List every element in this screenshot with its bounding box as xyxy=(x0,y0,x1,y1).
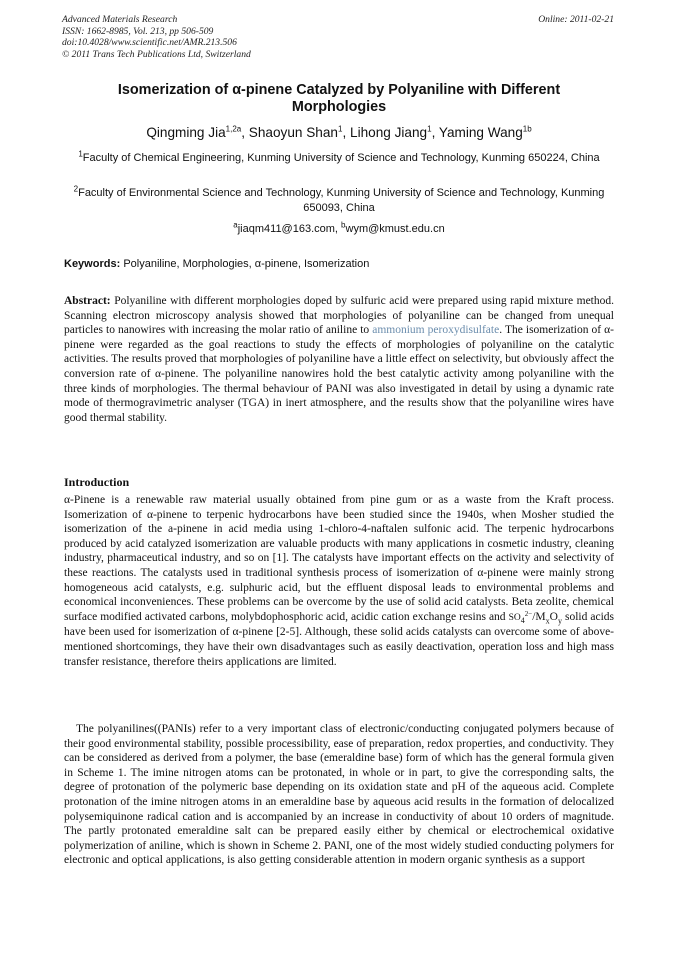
affiliation-text: Faculty of Environmental Science and Technology, Kunming University of Science and Technology, Kunming 650093, China xyxy=(78,187,605,214)
email-link[interactable]: jiaqm411@163.com xyxy=(237,223,335,235)
keywords-text: Polyaniline, Morphologies, α-pinene, Isomerization xyxy=(123,258,370,270)
abstract-highlight: ammonium peroxydisulfate xyxy=(372,324,500,337)
email-mark: b xyxy=(341,220,346,230)
journal-doi: doi:10.4028/www.scientific.net/AMR.213.506 xyxy=(62,37,237,49)
paragraph-text: α-Pinene is a renewable raw material usually obtained from pine gum or as a waste from the Kraft process. Isomerization of α-pinene to terpenic hydrocarbons have been studied since the 1940s, when Mosher studied the isomerization of the a-pinene in acid media using 1-chloro-4-naftalen sulfonic acid. The terpenic hydrocarbons produced by acid catalyzed isomerization are valuable products with many applications in cosmetic industry, cleaning industry, pharmaceutical industry, and so on [1]. The catalysts have important effects on the activity and selectivity of these reactions. The catalysts used in traditional synthesis process of isomerization of α-pinene were mainly strong homogeneous acid catalysts, e.g. sulphuric acid, but the effluent disposal leads to environmental problems and economical inconveniences. These problems can be overcome by the use of solid acid catalysts. Beta zeolite, chemical surface modified activated carbons, molybdophosphoric acid, acidic cation exchange resins and xyxy=(64,494,614,623)
abstract-text: Polyaniline with different morphologies doped by sulfuric acid were prepared using rapid mixture method. Scanning electron microscopy analysis showed that morphologies of polyaniline can be changed from unequal particles to nanowires with increasing the molar ratio of aniline to xyxy=(64,295,615,337)
introduction-paragraph xyxy=(64,493,614,669)
affiliation-mark: 2 xyxy=(73,184,79,194)
author-affiliation-mark: 1 xyxy=(427,124,432,134)
affiliation xyxy=(60,186,618,216)
author-name: Yaming Wang xyxy=(438,125,523,140)
author-emails: $^a$jiaqm411@163.com, $^b$wym@kmust.edu.cn xyxy=(233,220,445,235)
keywords xyxy=(64,257,616,272)
journal-name: Advanced Materials Research xyxy=(62,14,178,25)
journal-copyright: © 2011 Trans Tech Publications Ltd, Switzerland xyxy=(62,48,251,60)
email-link[interactable]: wym@kmust.edu.cn xyxy=(345,223,445,235)
author-list: Qingming Jia$^{1,2a}$, Shaoyun Shan$^1$, Lihong Jiang$^1$, Yaming Wang$^{1b}$ xyxy=(146,124,532,140)
affiliation-text: Faculty of Chemical Engineering, Kunming University of Science and Technology, Kunming 650224, China xyxy=(82,152,600,164)
online-date: Online: 2011-02-21 xyxy=(538,14,614,25)
author-affiliation-mark: 1 xyxy=(338,124,343,134)
paper-title: Isomerization of α-pinene Catalyzed by Polyaniline with Different Morphologies xyxy=(117,82,561,115)
abstract xyxy=(64,294,614,425)
affiliation xyxy=(60,151,618,166)
author-affiliation-mark: 1,2a xyxy=(225,124,242,134)
metal-oxide-formula: $/M_xO_y$ xyxy=(532,610,562,626)
journal-header xyxy=(62,14,614,60)
email-mark: a xyxy=(233,220,238,230)
affiliation-mark: 1 xyxy=(78,149,83,159)
sulfate-formula: $SO_4^{2-}$ xyxy=(508,609,533,625)
keywords-label: Keywords: xyxy=(64,258,121,270)
author-name: Shaoyun Shan xyxy=(248,125,338,140)
introduction-paragraph: The polyanilines((PANIs) refer to a very important class of electronic/conducting conjugated polymers because of their good environmental stability, possible processibility, ease of preparation, redox properties, and conductivity. They can be considered as derived from a polymer, the base (emeraldine base) form of which has the general formula given in Scheme 1. The imine nitrogen atoms can be protonated, in whole or in part, to give the corresponding salts, the degree of protonation of the polymeric base depending on its oxidation state and pH of the aqueous acid. Complete protonation of the imine nitrogen atoms in an emeraldine base by aqueous acid results in the formation of delocalized polysemiquinone radical cation and is accompanied by an increase in conductivity of about 10 orders of magnitude. The partly protonated emeraldine salt can be prepared easily either by chemical or electrochemical oxidative polymerization of aniline, which is shown in Scheme 2. PANI, one of the most widely studied conducting polymers for electronic and optical applications, is also getting considerable attention in modern organic synthesis as a support xyxy=(64,723,614,867)
section-heading-introduction: Introduction xyxy=(64,475,130,489)
abstract-text: . The isomerization of α-pinene were regarded as the goal reactions to study the effects of morphologies of polyaniline on the catalytic activities. The results proved that morphologies of polyaniline have a little effect on selectivity, but obviously affect the conversion rate of α-pinene. The polyaniline nanowires hold the best catalytic activity among polyaniline with the three kinds of morphologies. The thermal behaviour of PANI was also investigated in detail by using a dynamic rate mode of thermogravimetric analyser (TGA) in inert atmosphere, and the results show that the polyaniline wires have good thermal stability. xyxy=(64,324,615,424)
journal-issn: ISSN: 1662-8985, Vol. 213, pp 506-509 xyxy=(62,25,214,37)
author-affiliation-mark: 1b xyxy=(522,124,532,134)
author-name: Lihong Jiang xyxy=(350,125,428,140)
author-name: Qingming Jia xyxy=(146,125,226,140)
abstract-label: Abstract: xyxy=(64,295,111,307)
paragraph-text: solid acids have been used for isomerization of α-pinene [2-5]. Although, these solid acids catalysts can overcome some of above-mentioned shortcomings, they have their own disadvantages such as easily deactivation, operation loss and high mass transfer resistance, therefore theirs applications are limited. xyxy=(64,610,614,668)
